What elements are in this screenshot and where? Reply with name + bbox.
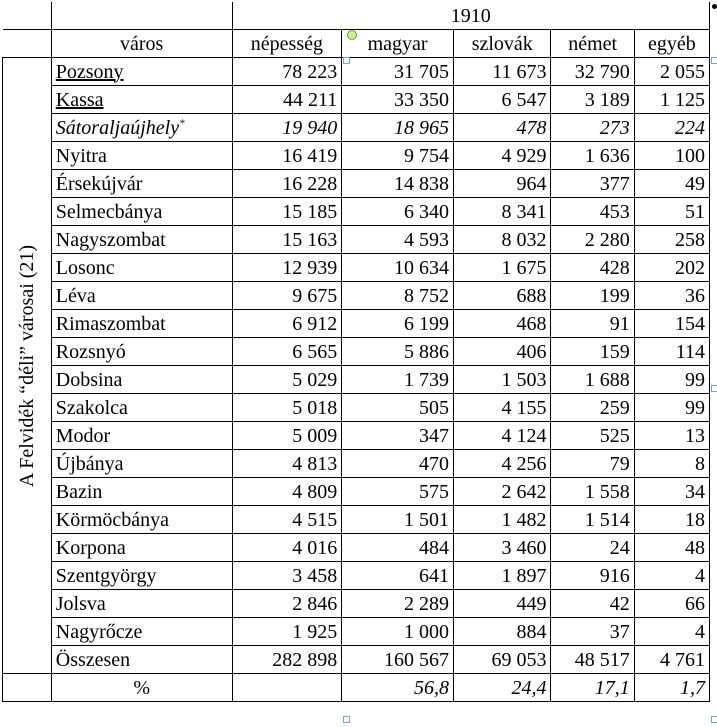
value-hu: 470: [342, 450, 454, 478]
city-name: [51, 142, 232, 170]
percent-de: 17,1: [551, 674, 634, 702]
city-name-text: Léva: [55, 284, 96, 307]
value-pop: 6 565: [232, 338, 342, 366]
percent-pop: [232, 674, 342, 702]
city-name: [51, 114, 232, 142]
value-hu: 1 000: [342, 618, 454, 646]
value-de: 91: [551, 310, 634, 338]
shape-rotate-handle[interactable]: [347, 30, 357, 40]
value-ot: 224: [634, 114, 709, 142]
value-pop: 4 016: [232, 534, 342, 562]
city-name-text: Rozsnyó: [55, 340, 126, 363]
value-sk: 1 675: [453, 254, 551, 282]
city-name: [51, 198, 232, 226]
value-de: 1 514: [551, 506, 634, 534]
value-de: 24: [551, 534, 634, 562]
table-row: [3, 534, 710, 562]
value-hu: 4 593: [342, 226, 454, 254]
total-pop: 282 898: [232, 646, 342, 674]
table-row: [3, 450, 710, 478]
city-name-text: Losonc: [55, 256, 115, 279]
table-row: [3, 422, 710, 450]
city-name: [51, 478, 232, 506]
city-name-text: Bazin: [55, 480, 103, 503]
table-row: [3, 170, 710, 198]
value-de: 259: [551, 394, 634, 422]
value-pop: 78 223: [232, 58, 342, 86]
value-ot: 18: [634, 506, 709, 534]
value-de: 273: [551, 114, 634, 142]
city-name: [51, 422, 232, 450]
city-name-text: Selmecbánya: [55, 200, 163, 223]
value-de: 159: [551, 338, 634, 366]
table-row: [3, 198, 710, 226]
city-name-text: Nagyrőcze: [55, 620, 143, 643]
selection-handle[interactable]: [711, 385, 717, 392]
value-ot: 114: [634, 338, 709, 366]
value-sk: 4 155: [453, 394, 551, 422]
value-de: 199: [551, 282, 634, 310]
city-name: [51, 562, 232, 590]
col-hungarian-header: magyar: [342, 30, 454, 58]
value-hu: 575: [342, 478, 454, 506]
table-row: [3, 226, 710, 254]
col-city-header: város: [51, 30, 232, 58]
value-sk: 478: [453, 114, 551, 142]
value-ot: 13: [634, 422, 709, 450]
side-label-cell: [3, 58, 52, 674]
col-slovak-header: szlovák: [453, 30, 551, 58]
table-row: [3, 86, 710, 114]
value-ot: 202: [634, 254, 709, 282]
table-row: [3, 394, 710, 422]
city-name: [51, 338, 232, 366]
value-sk: 6 547: [453, 86, 551, 114]
value-de: 79: [551, 450, 634, 478]
city-name: [51, 254, 232, 282]
city-name-text: Újbánya: [55, 452, 124, 475]
value-pop: 2 846: [232, 590, 342, 618]
value-ot: 1 125: [634, 86, 709, 114]
value-pop: 5 009: [232, 422, 342, 450]
value-hu: 14 838: [342, 170, 454, 198]
total-sk: 69 053: [453, 646, 551, 674]
value-de: 428: [551, 254, 634, 282]
value-ot: 258: [634, 226, 709, 254]
value-sk: 4 256: [453, 450, 551, 478]
value-hu: 9 754: [342, 142, 454, 170]
table-row: [3, 254, 710, 282]
header-year-row: [3, 2, 710, 30]
value-sk: 688: [453, 282, 551, 310]
value-pop: 44 211: [232, 86, 342, 114]
city-name-text: Körmöcbánya: [55, 508, 170, 531]
selection-handle[interactable]: [343, 57, 350, 64]
value-ot: 4: [634, 618, 709, 646]
percent-row: [3, 674, 710, 702]
value-pop: 4 809: [232, 478, 342, 506]
value-ot: 4: [634, 562, 709, 590]
value-pop: 15 185: [232, 198, 342, 226]
value-hu: 31 705: [342, 58, 454, 86]
city-name: [51, 310, 232, 338]
value-pop: 16 419: [232, 142, 342, 170]
value-de: 1 688: [551, 366, 634, 394]
value-de: 42: [551, 590, 634, 618]
city-name-text: Modor: [55, 424, 111, 447]
value-hu: 1 739: [342, 366, 454, 394]
value-sk: 406: [453, 338, 551, 366]
city-name-text: Szentgyörgy: [55, 564, 157, 587]
year-header: 1910: [232, 2, 709, 30]
city-name-text: Sátoraljaújhely: [55, 116, 180, 139]
city-name: [51, 450, 232, 478]
city-name-text: Korpona: [55, 536, 126, 559]
total-de: 48 517: [551, 646, 634, 674]
city-name: [51, 618, 232, 646]
value-ot: 8: [634, 450, 709, 478]
value-hu: 33 350: [342, 86, 454, 114]
selection-handle[interactable]: [343, 716, 350, 723]
value-hu: 6 340: [342, 198, 454, 226]
value-ot: 99: [634, 394, 709, 422]
table-row: [3, 618, 710, 646]
table-row: [3, 282, 710, 310]
value-sk: 4 124: [453, 422, 551, 450]
value-sk: 1 897: [453, 562, 551, 590]
value-sk: 1 482: [453, 506, 551, 534]
city-name: [51, 534, 232, 562]
col-other-header: egyéb: [634, 30, 709, 58]
city-name-text: Nyitra: [55, 144, 107, 167]
value-sk: 884: [453, 618, 551, 646]
value-de: 1 558: [551, 478, 634, 506]
value-sk: 3 460: [453, 534, 551, 562]
value-hu: 2 289: [342, 590, 454, 618]
value-pop: 1 925: [232, 618, 342, 646]
value-sk: 8 032: [453, 226, 551, 254]
table-row: [3, 142, 710, 170]
city-name: [51, 86, 232, 114]
table-row: [3, 114, 710, 142]
value-hu: 8 752: [342, 282, 454, 310]
footnote-mark: *: [179, 116, 185, 129]
city-name: [51, 282, 232, 310]
value-ot: 154: [634, 310, 709, 338]
selection-handle[interactable]: [711, 57, 717, 64]
value-ot: 36: [634, 282, 709, 310]
percent-label: %: [51, 674, 232, 702]
city-name-text: Dobsina: [55, 368, 123, 391]
city-name-text: Nagyszombat: [55, 228, 166, 251]
value-sk: 2 642: [453, 478, 551, 506]
value-ot: 99: [634, 366, 709, 394]
table-row: [3, 338, 710, 366]
side-label: A Felvidék “déli” városai (21): [15, 244, 38, 487]
value-ot: 48: [634, 534, 709, 562]
city-name-text: Kassa: [55, 88, 104, 111]
value-hu: 1 501: [342, 506, 454, 534]
value-pop: 5 029: [232, 366, 342, 394]
total-hu: 160 567: [342, 646, 454, 674]
city-name-text: Pozsony: [55, 60, 124, 83]
table-row: [3, 366, 710, 394]
total-row: [3, 646, 710, 674]
value-pop: 15 163: [232, 226, 342, 254]
table-row: [3, 58, 710, 86]
city-name: [51, 170, 232, 198]
value-sk: 1 503: [453, 366, 551, 394]
value-pop: 4 813: [232, 450, 342, 478]
percent-sk: 24,4: [453, 674, 551, 702]
value-de: 3 189: [551, 86, 634, 114]
table-row: [3, 506, 710, 534]
value-sk: 11 673: [453, 58, 551, 86]
value-hu: 5 886: [342, 338, 454, 366]
total-ot: 4 761: [634, 646, 709, 674]
value-pop: 19 940: [232, 114, 342, 142]
bullet-mark: [712, 4, 717, 9]
value-hu: 641: [342, 562, 454, 590]
value-ot: 2 055: [634, 58, 709, 86]
value-pop: 3 458: [232, 562, 342, 590]
value-hu: 18 965: [342, 114, 454, 142]
city-name-text: Szakolca: [55, 396, 128, 419]
table-row: [3, 310, 710, 338]
value-sk: 8 341: [453, 198, 551, 226]
value-sk: 964: [453, 170, 551, 198]
city-name-text: Rimaszombat: [55, 312, 166, 335]
value-hu: 10 634: [342, 254, 454, 282]
value-de: 377: [551, 170, 634, 198]
city-name: [51, 366, 232, 394]
city-name: [51, 590, 232, 618]
percent-hu: 56,8: [342, 674, 454, 702]
value-ot: 51: [634, 198, 709, 226]
city-name: [51, 226, 232, 254]
value-de: 2 280: [551, 226, 634, 254]
table-row: [3, 478, 710, 506]
value-de: 37: [551, 618, 634, 646]
value-sk: 449: [453, 590, 551, 618]
value-pop: 16 228: [232, 170, 342, 198]
city-name: [51, 394, 232, 422]
selection-handle[interactable]: [711, 716, 717, 723]
percent-ot: 1,7: [634, 674, 709, 702]
value-hu: 505: [342, 394, 454, 422]
col-german-header: német: [551, 30, 634, 58]
value-ot: 66: [634, 590, 709, 618]
value-pop: 5 018: [232, 394, 342, 422]
col-population-header: népesség: [232, 30, 342, 58]
city-name: [51, 58, 232, 86]
city-name-text: Jolsva: [55, 592, 106, 615]
total-label: Összesen: [51, 646, 232, 674]
value-pop: 6 912: [232, 310, 342, 338]
table-row: [3, 590, 710, 618]
city-name-text: Érsekújvár: [55, 172, 143, 195]
value-ot: 49: [634, 170, 709, 198]
value-pop: 12 939: [232, 254, 342, 282]
value-de: 453: [551, 198, 634, 226]
value-sk: 4 929: [453, 142, 551, 170]
table-row: [3, 562, 710, 590]
value-ot: 100: [634, 142, 709, 170]
value-de: 32 790: [551, 58, 634, 86]
value-hu: 6 199: [342, 310, 454, 338]
city-name: [51, 506, 232, 534]
value-ot: 34: [634, 478, 709, 506]
value-de: 916: [551, 562, 634, 590]
value-pop: 9 675: [232, 282, 342, 310]
value-pop: 4 515: [232, 506, 342, 534]
city-population-table: [2, 2, 710, 702]
value-sk: 468: [453, 310, 551, 338]
value-de: 525: [551, 422, 634, 450]
value-hu: 484: [342, 534, 454, 562]
value-hu: 347: [342, 422, 454, 450]
value-de: 1 636: [551, 142, 634, 170]
